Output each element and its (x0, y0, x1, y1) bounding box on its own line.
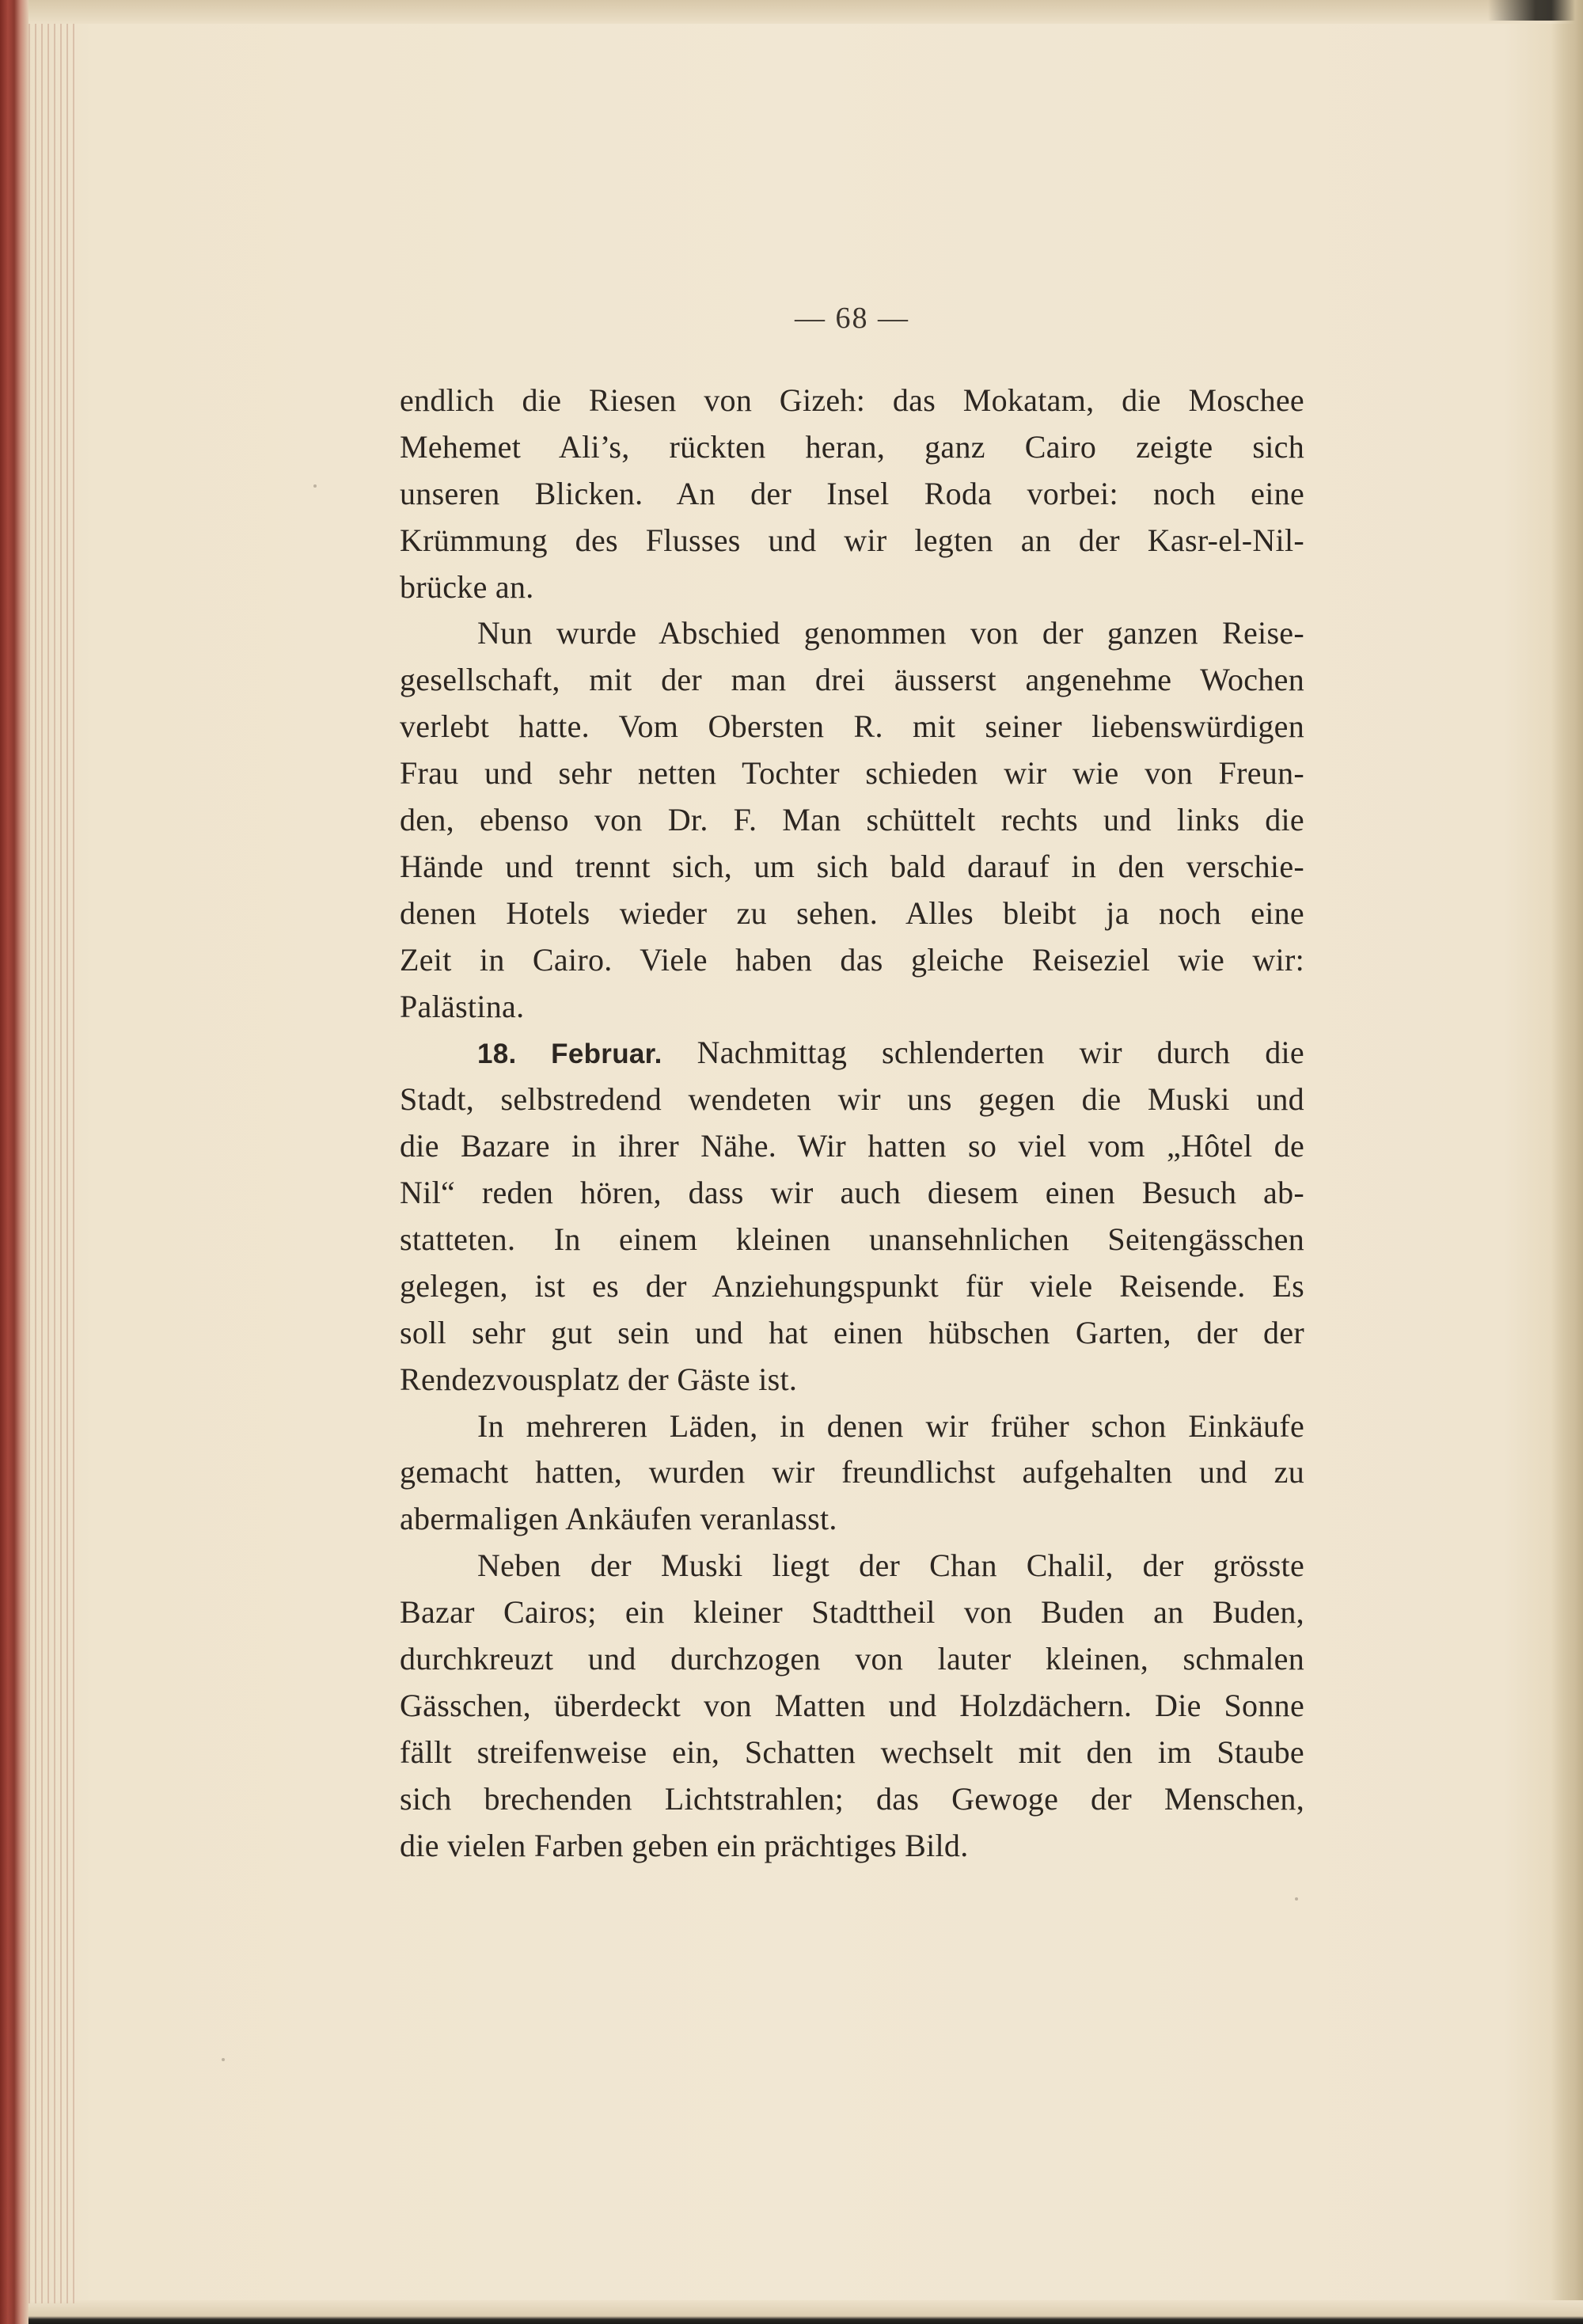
text-line: soll sehr gut sein und hat einen hübschen Garten, der der (400, 1314, 1304, 1350)
text-line: Rendezvousplatz der Gäste ist. (400, 1361, 798, 1397)
paper-speck (313, 484, 317, 488)
paper-speck (222, 2058, 225, 2061)
text-line: durchkreuzt und durchzogen von lauter kleinen, schmalen (400, 1641, 1304, 1677)
text-line: Palästina. (400, 988, 525, 1024)
page-right-edge (1551, 0, 1583, 2324)
page-stack-edges (28, 24, 76, 2303)
text-line: gelegen, ist es der Anziehungspunkt für viele Reisende. Es (400, 1267, 1304, 1304)
text-line: die vielen Farben geben ein prächtiges Bild. (400, 1827, 969, 1863)
date-label: 18. Februar. (477, 1039, 662, 1070)
text-line: Bazar Cairos; ein kleiner Stadttheil von Buden an Buden, (400, 1594, 1304, 1631)
book-spine-binding (0, 0, 28, 2324)
paper-speck (1295, 1897, 1298, 1901)
text-line: statteten. In einem kleinen unansehnlichen Seitengässchen (400, 1221, 1304, 1258)
text-line: Neben der Muski liegt der Chan Chalil, der grösste (477, 1547, 1304, 1584)
text-line: unseren Blicken. An der Insel Roda vorbei: noch eine (400, 475, 1304, 511)
text-line: sich brechenden Lichtstrahlen; das Gewoge der Menschen, (400, 1780, 1304, 1817)
text-line: gesellschaft, mit der man drei äusserst angenehme Wochen (400, 662, 1304, 698)
page-bottom-edge (28, 2300, 1583, 2324)
paragraph (400, 1403, 1304, 1544)
text-line: Krümmung des Flusses und wir legten an der Kasr-el-Nil- (400, 522, 1304, 558)
paragraph (400, 1030, 1304, 1403)
text-line: die Bazare in ihrer Nähe. Wir hatten so viel vom „Hôtel de (400, 1128, 1304, 1164)
text-line: gemacht hatten, wurden wir freundlichst aufgehalten und zu (400, 1454, 1304, 1490)
text-line: Hände und trennt sich, um sich bald darauf in den verschie- (400, 848, 1304, 884)
text-line: brücke an. (400, 568, 534, 605)
paragraph (400, 378, 1304, 610)
page-number: — 68 — (795, 302, 909, 335)
text-line: Mehemet Ali’s, rückten heran, ganz Cairo zeigte sich (400, 428, 1304, 465)
text-line: verlebt hatte. Vom Obersten R. mit seiner liebenswürdigen (400, 708, 1304, 745)
paragraph (400, 610, 1304, 1030)
text-line: Nun wurde Abschied genommen von der ganzen Reise- (477, 615, 1304, 651)
text-line: Gässchen, überdeckt von Matten und Holzdächern. Die Sonne (400, 1687, 1304, 1723)
text-line-rest: Nachmittag schlenderten wir durch die (697, 1035, 1304, 1071)
text-line: Zeit in Cairo. Viele haben das gleiche Reiseziel wie wir: (400, 941, 1304, 978)
text-line: endlich die Riesen von Gizeh: das Mokatam, die Moschee (400, 382, 1304, 418)
text-line: abermaligen Ankäufen veranlasst. (400, 1501, 837, 1537)
text-line: denen Hotels wieder zu sehen. Alles bleibt ja noch eine (400, 894, 1304, 931)
text-line: In mehreren Läden, in denen wir früher schon Einkäufe (477, 1407, 1304, 1444)
text-line: den, ebenso von Dr. F. Man schüttelt rechts und links die (400, 802, 1304, 838)
text-line: Nil“ reden hören, dass wir auch diesem einen Besuch ab- (400, 1175, 1304, 1211)
text-line (400, 1030, 1304, 1077)
page-top-edge (28, 0, 1583, 24)
text-line: Frau und sehr netten Tochter schieden wir wie von Freun- (400, 755, 1304, 792)
text-line: fällt streifenweise ein, Schatten wechselt mit den im Staube (400, 1734, 1304, 1770)
text-line: Stadt, selbstredend wendeten wir uns gegen die Muski und (400, 1081, 1304, 1118)
paragraph (400, 1543, 1304, 1869)
body-text (400, 378, 1304, 1870)
